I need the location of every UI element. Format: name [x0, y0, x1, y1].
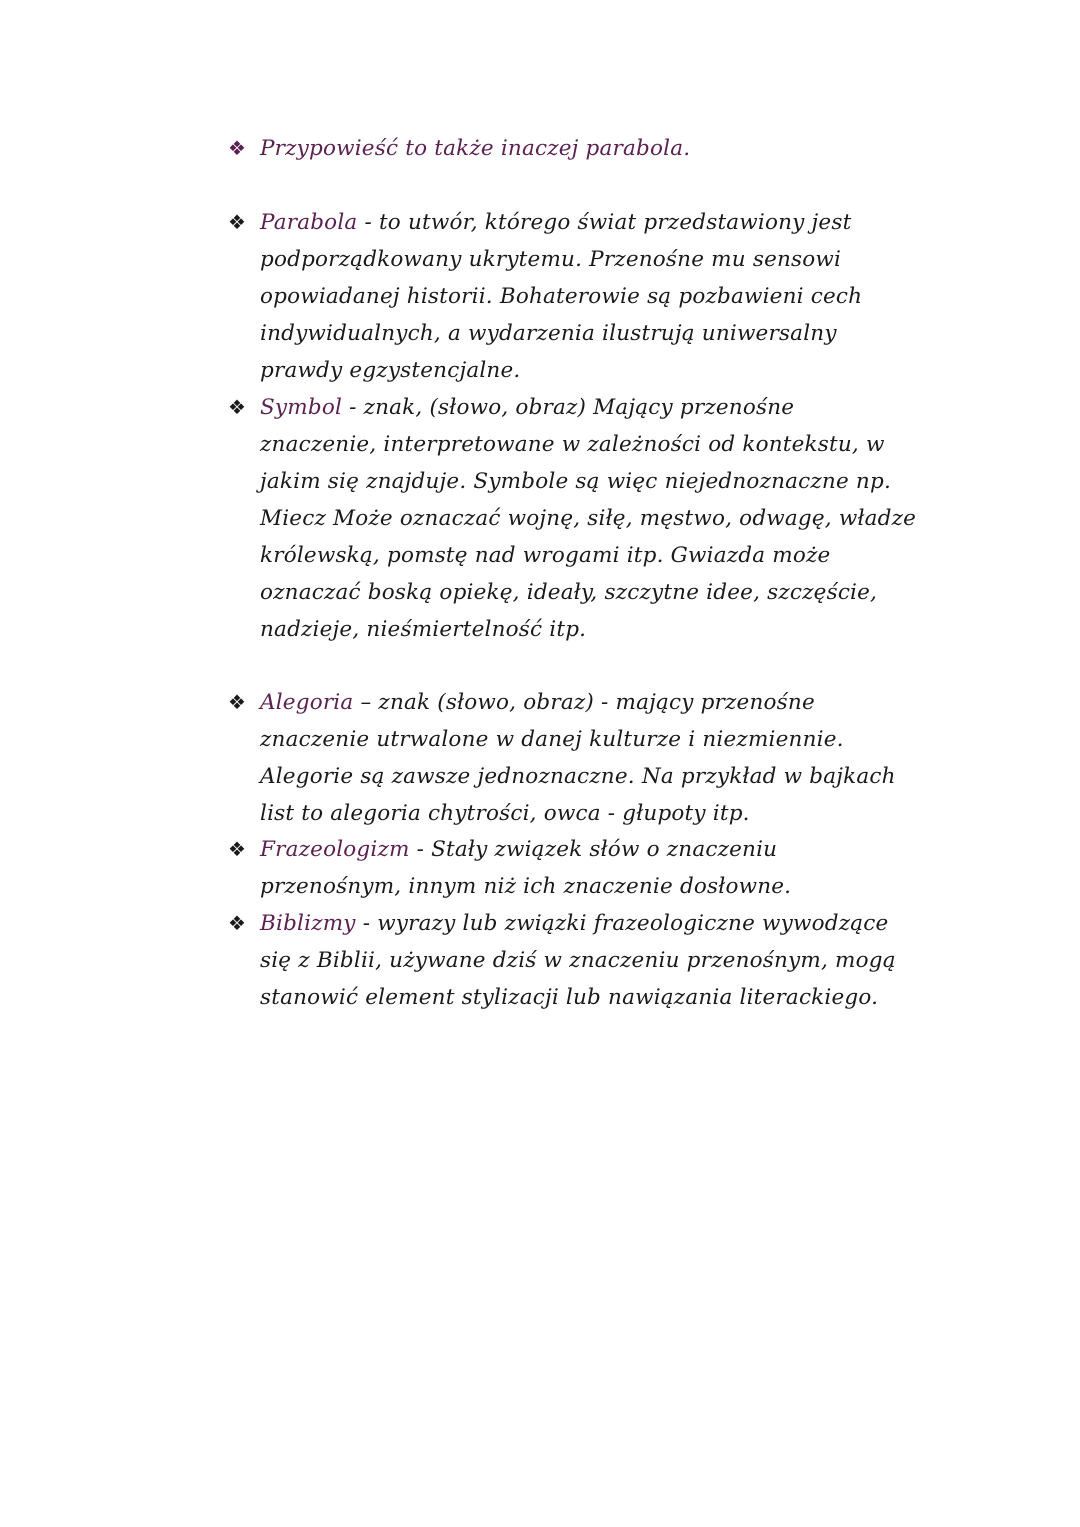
item-text: znaczenie, interpretowane w zależności od kontekstu, w	[260, 432, 885, 457]
diamond-bullet-icon: ❖	[228, 911, 246, 935]
item-text: - Stały związek słów o znaczeniu	[409, 837, 778, 862]
list-item-biblizmy	[228, 905, 988, 1016]
diamond-bullet-icon: ❖	[228, 395, 246, 419]
diamond-bullet-icon: ❖	[228, 837, 246, 861]
term-symbol: Symbol	[260, 395, 343, 420]
diamond-bullet-icon: ❖	[228, 690, 246, 714]
item-text: podporządkowany ukrytemu. Przenośne mu sensowi	[260, 247, 842, 272]
item-text: – znak (słowo, obraz) - mający przenośne	[353, 690, 815, 715]
item-text: - to utwór, którego świat przedstawiony jest	[357, 210, 852, 235]
item-text: nadzieje, nieśmiertelność itp.	[260, 617, 587, 642]
diamond-bullet-icon: ❖	[228, 136, 246, 160]
item-text: się z Biblii, używane dziś w znaczeniu przenośnym, mogą	[260, 948, 896, 973]
item-text: królewską, pomstę nad wrogami itp. Gwiazda może	[260, 543, 831, 568]
item-text: Alegorie są zawsze jednoznaczne. Na przykład w bajkach	[260, 764, 896, 789]
list-item-parabola	[228, 204, 988, 389]
item-text: prawdy egzystencjalne.	[260, 358, 521, 383]
item-text: - znak, (słowo, obraz) Mający przenośne	[342, 395, 795, 420]
term-parabola: Parabola	[260, 210, 358, 235]
item-text: indywidualnych, a wydarzenia ilustrują uniwersalny	[260, 321, 837, 346]
list-item-symbol	[228, 389, 988, 648]
item-text: opowiadanej historii. Bohaterowie są pozbawieni cech	[260, 284, 863, 309]
term-biblizmy: Biblizmy	[260, 911, 356, 936]
item-text: znaczenie utrwalone w danej kulturze i niezmiennie.	[260, 727, 844, 752]
item-text: stanowić element stylizacji lub nawiązania literackiego.	[260, 985, 879, 1010]
diamond-bullet-icon: ❖	[228, 210, 246, 234]
item-text: oznaczać boską opiekę, ideały, szczytne idee, szczęście,	[260, 580, 878, 605]
item-text: przenośnym, innym niż ich znaczenie dosłowne.	[260, 874, 792, 899]
item-text: - wyrazy lub związki frazeologiczne wywodzące	[355, 911, 889, 936]
item-text: Miecz Może oznaczać wojnę, siłę, męstwo, odwagę, władze	[260, 506, 917, 531]
list-item-frazeologizm	[228, 831, 988, 905]
item-text: list to alegoria chytrości, owca - głupoty itp.	[260, 801, 750, 826]
item-text: jakim się znajduje. Symbole są więc niejednoznaczne np.	[260, 469, 891, 494]
term-frazeologizm: Frazeologizm	[260, 837, 410, 862]
list-item-przypowiesc	[228, 130, 988, 167]
list-item-alegoria	[228, 684, 988, 832]
term-alegoria: Alegoria	[260, 690, 354, 715]
item-text: Przypowieść to także inaczej parabola.	[260, 136, 691, 161]
